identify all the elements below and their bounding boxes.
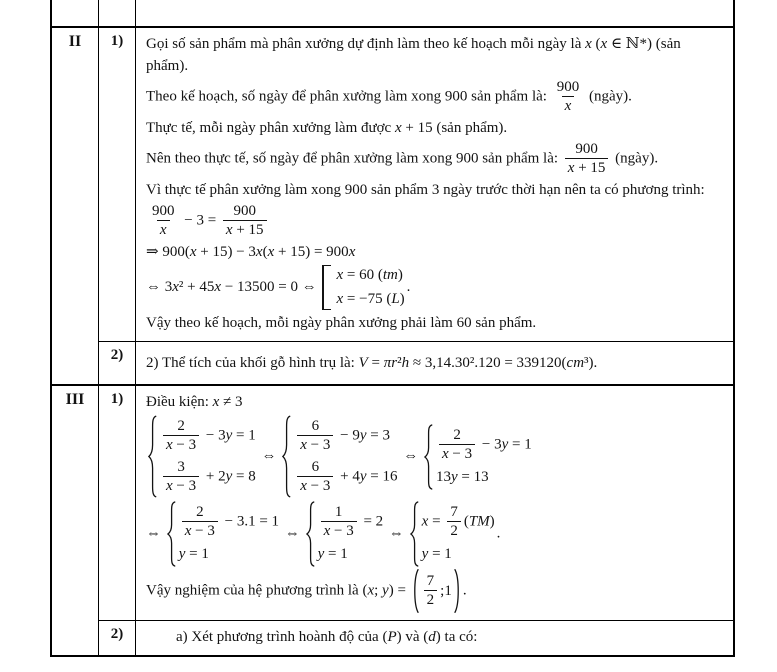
math-variable: x [255,244,263,260]
solution-table [50,0,735,657]
fraction-denominator [321,521,357,540]
math-variable: y [359,427,367,444]
math-text: 2 [196,504,204,520]
curly-brace [424,424,433,490]
question-ii-subrows [99,28,733,384]
partial-cell-content [136,0,733,26]
math-variable: V [358,355,368,371]
system-row [318,503,384,541]
math-variable: x [442,445,449,462]
curly-brace [148,415,157,498]
math-variable: x [189,244,197,260]
math-text: ) [435,629,441,645]
content-line [146,569,723,613]
math-variable: x [348,244,356,260]
math-run [146,525,165,541]
math-run [362,582,409,598]
fraction-denominator [439,444,475,463]
math-variable: y [317,546,325,562]
math-text: − 3 [478,435,502,452]
math-variable: x [267,244,275,260]
fraction [297,459,333,495]
equation-system [410,501,495,567]
math-text: ∈ ℕ*) [607,36,653,52]
table-row-partial [52,0,733,28]
fraction-numerator [554,79,583,96]
math-text: 6 [311,418,320,434]
math-run [146,244,355,260]
table-row-question-iii [52,386,733,655]
fraction [424,573,438,609]
math-variable: x [336,291,344,307]
math-text: = 16 [366,468,398,485]
content-line [146,312,723,334]
math-text: 13 [436,468,451,485]
math-text: = 2 [359,513,384,530]
math-variable: x [212,394,220,410]
fraction-numerator [309,459,323,476]
math-text: ² + 45 [178,278,215,295]
math-variable: tm [382,267,398,283]
math-run [213,394,243,410]
math-variable: x [336,267,344,283]
text-run: Gọi số sản phẩm mà phân xưởng dự định làm theo kế hoạch mỗi ngày là [146,36,586,52]
math-text: 900 [233,203,256,219]
system-rows [422,503,495,565]
math-run [336,468,397,484]
math-text: + 2 [202,468,226,485]
sub-label-ii-1: 1) [99,28,136,341]
content-cell-ii-2 [136,342,733,384]
math-text: − 13500 = 0 ⇔ [221,278,321,295]
fraction-denominator [565,158,609,177]
content-line [146,391,723,413]
math-run [146,279,320,295]
fraction-numerator [230,203,259,220]
row-ii-2 [99,341,733,384]
system-rows [179,503,279,565]
fraction-numerator [193,504,207,521]
math-text: ⇒ 900( [146,244,190,260]
math-text: ⇔ [399,447,422,464]
big-paren-content [420,572,453,610]
fraction [163,459,199,495]
math-variable: y [451,468,458,485]
math-text: ⇔ [281,525,304,542]
sub-label-ii-2: 2) [99,342,136,384]
math-text: = 60 ( [343,267,383,283]
system-rows [436,426,532,488]
math-run [258,448,281,464]
sub-label-iii-1: 1) [99,386,136,620]
question-label-ii: II [52,28,99,384]
math-variable: x [166,437,173,453]
math-text: + 4 [336,468,360,485]
fraction [297,418,333,454]
system-row [422,544,452,565]
content-line [146,179,723,201]
text-run: (ngày). [585,88,632,105]
math-variable: L [391,291,400,307]
math-text: 1 [334,504,343,520]
fraction-denominator [182,521,218,540]
text-run: Nên theo thực tế, số ngày để phân xưởng làm xong 900 sản phẩm là: [146,150,562,167]
text-run: Theo kế hoạch, số ngày để phân xưởng làm xong 900 sản phẩm là: [146,88,551,105]
math-text: ;1 [440,583,452,599]
text-run: . [406,278,411,295]
fraction-denominator [297,476,333,495]
curly-brace [306,501,315,567]
math-variable: P [387,629,397,645]
math-text: 2 [177,418,185,434]
fraction-denominator [157,220,170,239]
math-variable: TM [468,513,490,530]
math-text: ⇔ [257,447,281,464]
math-run [360,513,383,529]
math-text: − 3 [306,437,331,453]
text-run: và [401,629,424,645]
fraction-denominator [447,521,461,540]
math-text: = 13 [457,468,489,485]
content-line [146,140,723,178]
fraction-numerator [450,427,464,444]
math-text: = −75 ( [343,291,392,307]
fraction-numerator [332,504,346,521]
text-run: Vậy theo kế hoạch, mỗi ngày phân xưởng phải làm 60 sản phẩm. [146,315,537,331]
text-run: ta có: [440,629,478,645]
system-row [422,503,495,541]
text-run: . [496,525,501,542]
big-paren-group [411,569,462,613]
equation-system [282,415,397,498]
math-text: − 3 [172,437,197,453]
math-variable: x [600,36,608,52]
math-variable: cm [566,355,585,371]
text-run: a) Xét phương trình hoành độ của [176,629,383,645]
math-text: 2 [453,426,461,443]
fraction-numerator [424,573,438,590]
math-text: 2 [426,592,435,608]
system-row [160,458,256,496]
text-run: (ngày). [611,150,659,167]
math-run [336,427,390,443]
big-paren [453,569,462,613]
math-text: + 15) − 3 [196,244,256,260]
math-variable: x [184,523,192,539]
table-row-question-ii [52,28,733,386]
math-variable: y [359,468,367,485]
content-line [146,264,723,311]
math-text: − 3 [191,523,215,539]
fraction [163,418,199,454]
fraction [149,203,178,239]
system-row [294,417,390,455]
math-run [221,513,279,529]
equation-system [322,265,404,310]
system-row [160,417,256,455]
math-text: = 1 [185,546,209,562]
equation-system [306,501,384,567]
math-text: 7 [426,573,435,589]
math-text: ) [397,267,403,283]
math-variable: y [501,435,509,452]
system-row [436,467,489,488]
fraction-numerator [174,418,188,435]
system-row [436,426,532,464]
content-line [146,241,723,263]
fraction-denominator [163,435,199,454]
content-line [146,33,723,77]
math-text: ) [396,629,402,645]
math-text: = [428,513,445,530]
math-run [423,629,441,645]
math-text: − 3 [202,427,226,444]
math-text: ( [382,629,388,645]
math-text: ≈ 3,14.30².120 = 339120( [409,355,567,371]
math-text: 7 [450,504,458,520]
math-text: 6 [311,459,320,475]
math-run [585,36,652,52]
math-run [202,468,256,484]
content-line [146,626,723,648]
math-text: = 3 [366,427,390,444]
math-text: ( [463,513,469,530]
equation-system [167,501,279,567]
system-rows [318,503,384,565]
content-line [146,117,723,139]
math-run [422,546,452,562]
math-variable: y [225,468,233,485]
content-line [146,78,723,116]
math-variable: x [166,478,173,494]
math-text: 900 [575,141,598,157]
partial-cell-question [52,0,99,26]
math-text: ( [362,582,368,599]
big-paren [411,569,420,613]
text-run: . [462,582,467,599]
equation-system [148,415,256,498]
math-variable: x [394,120,402,136]
question-label-iii: III [52,386,99,655]
math-run [436,469,489,485]
system-rows [160,417,256,496]
math-text: ; [374,582,383,599]
row-iii-2 [99,620,733,655]
math-text: = 1 [428,546,452,562]
fraction-denominator [223,220,267,239]
equation-system [424,424,532,490]
math-text: ( [262,244,268,260]
math-run [382,629,401,645]
math-run [202,427,256,443]
math-text: = 1 [324,546,348,562]
text-run: Vì thực tế phân xưởng làm xong 900 sản phẩm 3 ngày trước thời hạn nên ta có phương trình: [146,182,705,198]
math-run [400,448,423,464]
math-run [478,436,532,452]
math-text: ) [489,513,495,530]
math-text: + 15 [574,160,606,176]
curly-brace [410,501,419,567]
fraction-denominator [562,96,575,115]
math-text: − 3 [172,478,197,494]
math-text: = 1 [508,435,532,452]
math-variable: y [421,546,429,562]
math-run [395,120,433,136]
math-run [422,513,445,529]
question-iii-subrows [99,386,733,655]
fraction-numerator [447,504,461,521]
system-row [318,544,348,565]
content-cell-iii-1 [136,386,733,620]
math-variable: x [172,278,179,295]
math-text: = 1 [232,427,256,444]
system-row [294,458,397,496]
math-variable: x [214,278,222,295]
math-variable: x [159,222,167,238]
math-text: ) = [388,582,410,599]
text-run: Thực tế, mỗi ngày phân xưởng làm được [146,120,395,136]
math-variable: x [300,437,307,453]
row-ii-1 [99,28,733,341]
fraction [223,203,267,239]
math-text: ( [423,629,429,645]
math-run [281,525,304,541]
content-cell-iii-2 [136,621,733,655]
math-variable: x [567,160,575,176]
math-text: 900 [152,203,175,219]
math-variable: y [225,427,233,444]
math-text: − 9 [336,427,360,444]
math-text: + 15 [401,120,433,136]
math-run [359,355,598,371]
math-text: = [367,355,384,371]
system-row [336,289,404,310]
math-text: ⇔ [385,525,408,542]
math-text: ≠ 3 [219,394,243,410]
square-bracket [322,265,331,310]
fraction-denominator [424,590,438,609]
math-text: 2 [450,523,458,539]
math-variable: x [585,36,592,52]
math-run [385,525,408,541]
content-line [146,202,723,240]
math-text: − 3 = [180,212,220,229]
math-text: = 8 [232,468,256,485]
math-variable: πr [383,355,398,371]
fraction [321,504,357,540]
system-row [179,544,209,565]
content-line [146,352,723,374]
math-text: ) [399,291,405,307]
math-variable: x [367,582,375,599]
text-run: (sản phẩm). [432,120,508,136]
partial-cell-sub [99,0,136,26]
math-run [318,546,348,562]
math-text: ³). [584,355,598,371]
math-variable: x [225,222,233,238]
fraction [447,504,461,540]
math-variable: d [428,629,436,645]
math-text: 3 [177,459,185,475]
curly-brace [167,501,176,567]
math-variable: y [382,582,389,599]
system-rows [294,417,397,496]
math-variable: x [300,478,307,494]
math-run [336,267,402,283]
fraction [439,427,475,463]
fraction-numerator [309,418,323,435]
math-text: − 3 [330,523,354,539]
system-row [179,503,279,541]
system-row [336,265,402,286]
content-line [146,414,723,499]
math-variable: y [178,546,186,562]
math-text: ⇔ 3 [146,278,173,295]
text-run: (sản phẩm). [146,36,681,74]
fraction-numerator [174,459,188,476]
text-run: Điều kiện: [146,394,213,410]
sub-label-iii-2: 2) [99,621,136,655]
math-text: − 3 [448,445,473,462]
text-run: Vậy nghiệm của hệ phương trình là [146,582,363,599]
math-text: ² [397,355,402,371]
system-rows [336,265,404,310]
math-variable: x [421,513,429,530]
math-text: ( [591,36,601,52]
fraction [182,504,218,540]
fraction-numerator [572,141,601,158]
fraction-denominator [163,476,199,495]
math-text: 900 [556,79,580,95]
math-variable: h [401,355,410,371]
math-run [181,212,220,228]
fraction [565,141,609,177]
text-run: 2) Thể tích của khối gỗ hình trụ là: [146,355,359,371]
math-text: + 15 [232,222,264,238]
math-run [440,580,452,602]
math-text: − 3 [306,478,331,494]
content-cell-ii-1 [136,28,733,341]
math-run [179,546,209,562]
row-iii-1 [99,386,733,620]
math-variable: x [323,523,331,539]
fraction [554,79,583,115]
math-run [464,513,495,529]
math-text: ⇔ [146,525,165,542]
math-run [336,291,404,307]
content-line [146,500,723,568]
fraction-numerator [149,203,178,220]
math-text: − 3.1 = 1 [220,513,280,530]
math-text: + 15) = 900 [274,244,349,260]
math-variable: x [564,98,572,114]
fraction-denominator [297,435,333,454]
curly-brace [282,415,291,498]
